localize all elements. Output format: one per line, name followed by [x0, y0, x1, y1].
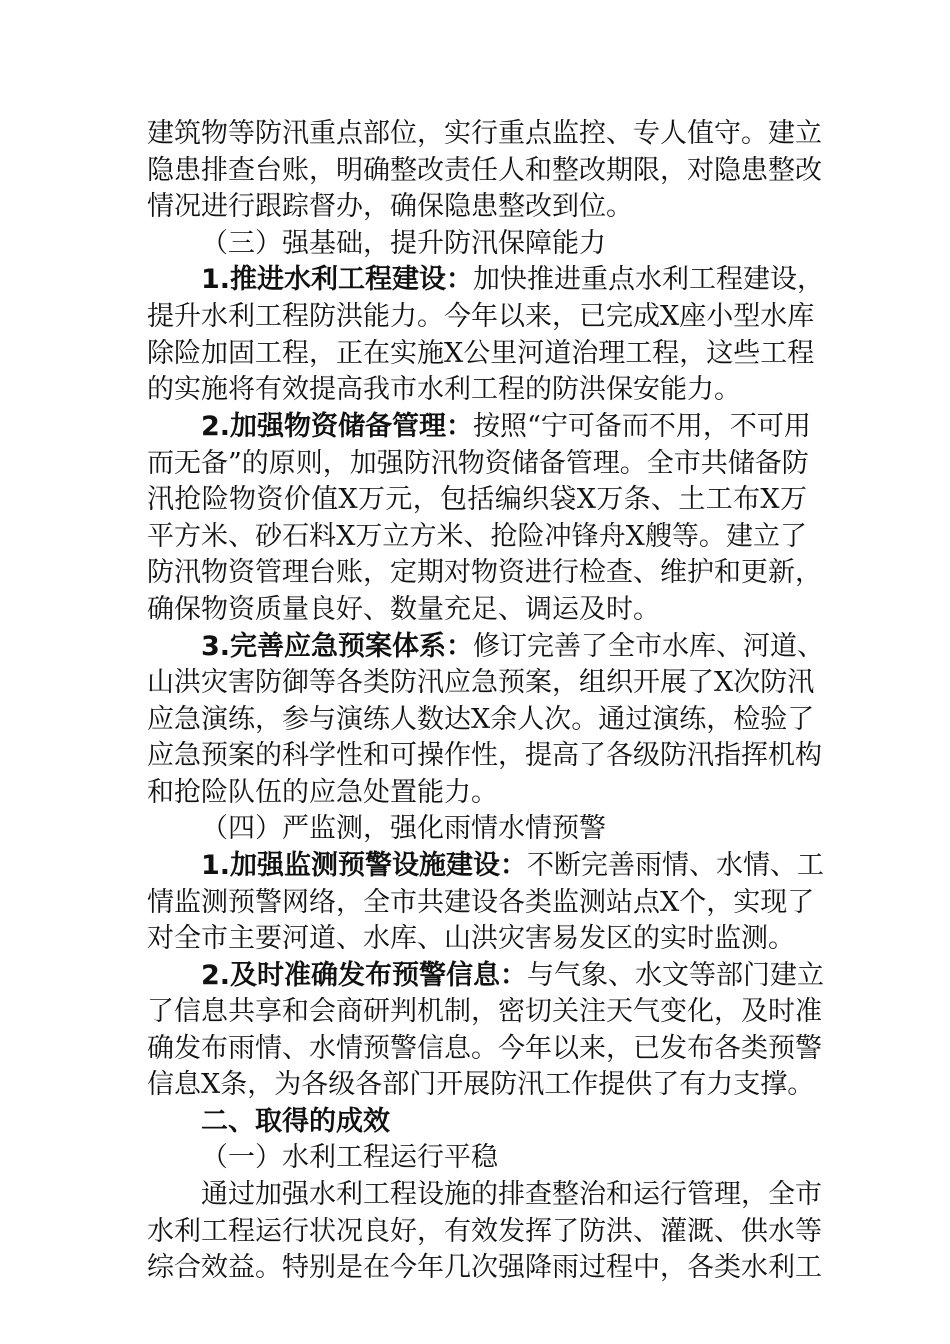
- paragraph-5-first-line: [201, 959, 825, 993]
- text-line: 应急演练，参与演练人数达X余人次。通过演练，检验了: [147, 704, 815, 735]
- item-heading: 2.及时准确发布预警信息：: [201, 960, 528, 991]
- text-line: 而无备”的原则，加强防汛物资储备管理。全市共储备防: [147, 448, 809, 479]
- item-heading: 1.推进水利工程建设：: [201, 264, 474, 295]
- item-heading: 1.加强监测预警设施建设：: [201, 850, 528, 881]
- paragraph-3-first-line: [201, 630, 825, 664]
- text-line: 防汛物资管理台账，定期对物资进行检查、维护和更新，: [147, 557, 822, 588]
- text-line: 情监测预警网络，全市共建设各类监测站点X个，实现了: [147, 887, 815, 918]
- paragraph-4-first-line: [201, 849, 825, 883]
- text-line: 建筑物等防汛重点部位，实行重点监控、专人值守。建立: [147, 118, 822, 149]
- text-line: 山洪灾害防御等各类防汛应急预案，组织开展了X次防汛: [147, 667, 815, 698]
- item-heading: 3.完善应急预案体系：: [201, 631, 474, 662]
- item-text: 与气象、水文等部门建立: [527, 960, 825, 991]
- text-line: 通过加强水利工程设施的排查整治和运行管理，全市: [201, 1179, 822, 1210]
- text-line: 的实施将有效提高我市水利工程的防洪保安能力。: [147, 374, 741, 405]
- text-line: 信息X条，为各级各部门开展防汛工作提供了有力支撑。: [147, 1069, 815, 1100]
- section-heading-4: （四）严监测，强化雨情水情预警: [201, 813, 606, 844]
- section-heading-1: （一）水利工程运行平稳: [201, 1142, 498, 1173]
- text-line: 和抢险队伍的应急处置能力。: [147, 777, 498, 808]
- text-line: 汛抢险物资价值X万元，包括编织袋X万条、土工布X万: [147, 484, 807, 515]
- item-text: 加快推进重点水利工程建设，: [473, 264, 825, 295]
- paragraph-2-first-line: [201, 410, 811, 444]
- text-line: 了信息共享和会商研判机制，密切关注天气变化，及时准: [147, 996, 822, 1027]
- text-line: 确保物资质量良好、数量充足、调运及时。: [147, 594, 660, 625]
- item-text: 不断完善雨情、水情、工: [527, 850, 825, 881]
- text-line: 综合效益。特别是在今年几次强降雨过程中，各类水利工: [147, 1252, 822, 1283]
- text-line: 确发布雨情、水情预警信息。今年以来，已发布各类预警: [147, 1033, 822, 1064]
- text-line: 提升水利工程防洪能力。今年以来，已完成X座小型水库: [147, 301, 815, 332]
- text-line: 平方米、砂石料X万立方米、抢险冲锋舟X艘等。建立了: [147, 521, 807, 552]
- text-line: 水利工程运行状况良好，有效发挥了防洪、灌溉、供水等: [147, 1216, 822, 1247]
- text-line: 对全市主要河道、水库、山洪灾害易发区的实时监测。: [147, 923, 795, 954]
- paragraph-1-first-line: [201, 263, 825, 297]
- text-line: 情况进行跟踪督办，确保隐患整改到位。: [147, 191, 633, 222]
- item-text: 按照“宁可备而不用，不可用: [473, 411, 811, 442]
- text-line: 隐患排查台账，明确整改责任人和整改期限，对隐患整改: [147, 155, 822, 186]
- text-line: 应急预案的科学性和可操作性，提高了各级防汛指挥机构: [147, 740, 822, 771]
- item-heading: 2.加强物资储备管理：: [201, 411, 474, 442]
- text-line: 除险加固工程，正在实施X公里河道治理工程，这些工程: [147, 338, 815, 369]
- chapter-heading-2: 二、取得的成效: [201, 1106, 390, 1137]
- section-heading-3: （三）强基础，提升防汛保障能力: [201, 228, 606, 259]
- item-text: 修订完善了全市水库、河道、: [473, 631, 825, 662]
